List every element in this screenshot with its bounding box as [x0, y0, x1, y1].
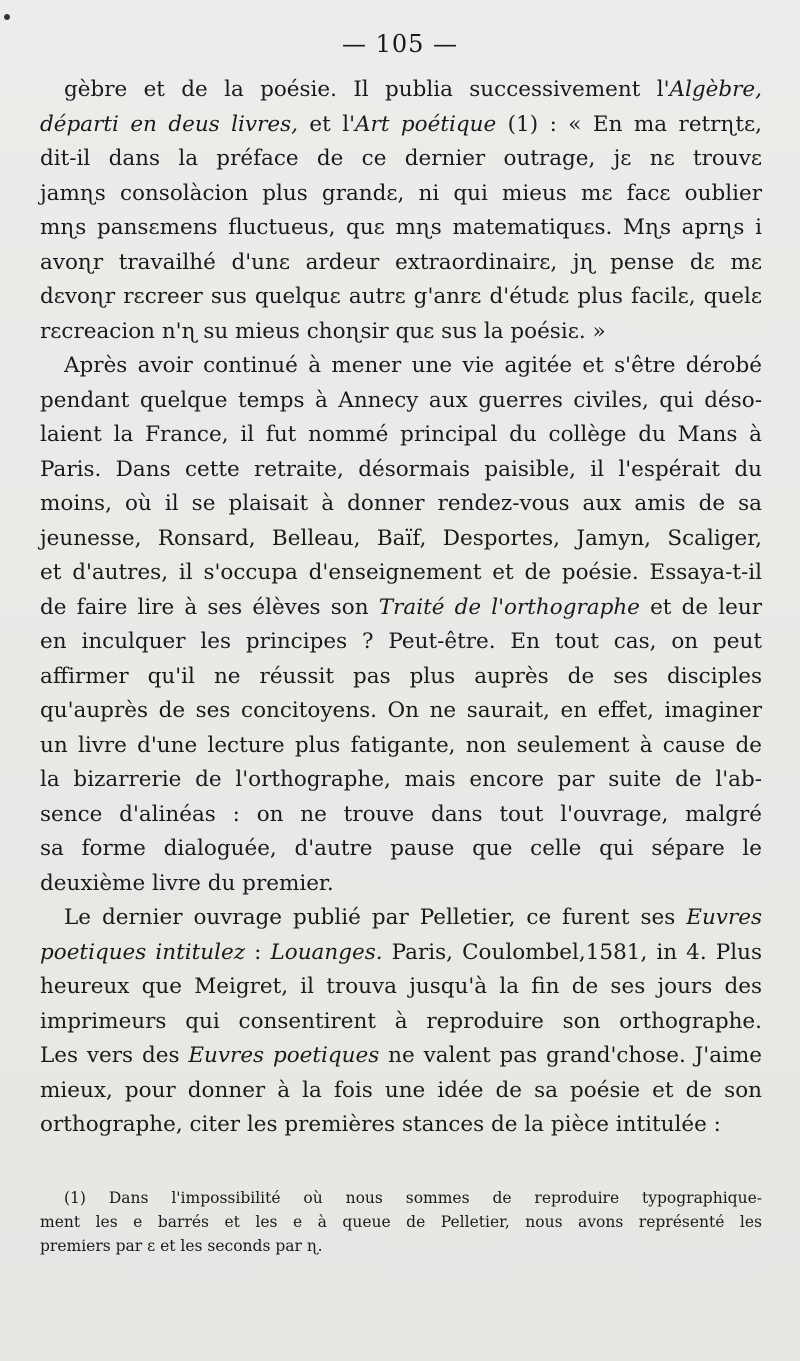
text-line [40, 418, 762, 453]
text-segment: en inculquer les principes ? Peut-être. En tout cas, on peut [40, 629, 762, 654]
text-segment: Après avoir continué à mener une vie agitée et s'être dérobé [64, 353, 762, 378]
text-line [40, 522, 762, 557]
italic-text: Euvres [686, 905, 762, 930]
italic-text: Algèbre, [669, 77, 762, 102]
text-line [40, 487, 762, 522]
text-line [40, 1074, 762, 1109]
text-segment: jamɳs consolàcion plus grandɛ, ni qui mieus mɛ facɛ oublier [40, 180, 762, 206]
text-line [40, 73, 762, 108]
text-line [40, 108, 762, 143]
text-segment: un livre d'une lecture plus fatigante, non seulement à cause de [40, 732, 762, 758]
text-segment: la bizarrerie de l'orthographe, mais encore par suite de l'ab- [40, 767, 762, 792]
italic-text: Euvres poetiques [188, 1043, 380, 1068]
text-line [40, 936, 762, 971]
text-line [40, 142, 762, 177]
text-segment: deuxième livre du premier. [40, 870, 334, 896]
footnote-line: premiers par ɛ et les seconds par ɳ. [40, 1237, 323, 1255]
text-line [40, 315, 762, 350]
text-segment: mieux, pour donner à la fois une idée de sa poésie et de son [40, 1077, 762, 1103]
text-segment: qu'auprès de ses concitoyens. On ne saurait, en effet, imaginer [40, 698, 762, 723]
text-segment: dɛvoɳr rɛcreer sus quelquɛ autrɛ g'anrɛ d'étudɛ plus facilɛ, quelɛ [40, 284, 762, 309]
text-segment: ne valent pas grand'chose. J'aime [379, 1043, 763, 1068]
text-line [40, 729, 762, 764]
text-segment: et de leur [639, 594, 762, 620]
text-segment: sa forme dialoguée, d'autre pause que celle qui sépare le [40, 836, 762, 861]
text-segment: (1) : « En ma retrɳtɛ, [496, 111, 762, 137]
body-text [40, 73, 762, 1143]
text-line [40, 177, 762, 212]
text-line [40, 694, 762, 729]
text-line [40, 625, 762, 660]
text-line [40, 970, 762, 1005]
text-line [40, 660, 762, 695]
text-line [40, 798, 762, 833]
ink-spot [4, 14, 10, 20]
text-line [40, 246, 762, 281]
text-line [40, 832, 762, 867]
italic-text: Louanges. [270, 939, 383, 965]
text-segment: gèbre et de la poésie. Il publia successivement l' [64, 77, 670, 102]
text-line [40, 1005, 762, 1040]
text-line [40, 349, 762, 384]
text-line [40, 211, 762, 246]
italic-text: poetiques intitulez [40, 939, 246, 965]
text-segment: Paris, Coulombel,1581, in 4. Plus [382, 939, 762, 965]
text-line [40, 763, 762, 798]
text-line [40, 384, 762, 419]
text-segment: orthographe, citer les premières stances de la pièce intitulée : [40, 1112, 721, 1137]
text-segment: affirmer qu'il ne réussit pas plus auprès de ses disciples [40, 663, 762, 689]
footnote-line: (1) Dans l'impossibilité où nous sommes de reproduire typographique- [64, 1189, 762, 1207]
text-segment: rɛcreacion n'ɳ su mieus choɳsir quɛ sus la poésiɛ. » [40, 318, 606, 344]
text-line [40, 901, 762, 936]
page-number: — 105 — [341, 30, 459, 58]
text-segment: et d'autres, il s'occupa d'enseignement et de poésie. Essaya-t-il [40, 560, 762, 585]
footnote-line: ment les e barrés et les e à queue de Pelletier, nous avons représenté les [40, 1213, 762, 1231]
text-line [40, 556, 762, 591]
text-line [40, 1108, 762, 1143]
italic-text: départi en deus livres, [40, 111, 298, 137]
text-segment: mɳs pansɛmens fluctueus, quɛ mɳs matematiquɛs. Mɳs aprɳs i [40, 215, 762, 240]
text-line [40, 453, 762, 488]
text-line [40, 867, 762, 902]
text-segment: et l' [297, 111, 356, 137]
text-line [40, 1039, 762, 1074]
text-segment: jeunesse, Ronsard, Belleau, Baïf, Desportes, Jamyn, Scaliger, [40, 525, 762, 551]
text-segment: pendant quelque temps à Annecy aux guerres civiles, qui déso- [40, 387, 762, 413]
text-segment: sence d'alinéas : on ne trouve dans tout l'ouvrage, malgré [40, 801, 762, 827]
text-segment: avoɳr travailhé d'unɛ ardeur extraordinairɛ, jɳ pense dɛ mɛ [40, 249, 762, 275]
italic-text: Art poétique [355, 111, 497, 137]
text-segment: : [245, 939, 271, 965]
text-segment: heureux que Meigret, il trouva jusqu'à la fin de ses jours des [40, 974, 762, 999]
footnote [40, 1186, 762, 1258]
text-segment: Les vers des [40, 1043, 189, 1068]
text-segment: Paris. Dans cette retraite, désormais paisible, il l'espérait du [40, 456, 762, 482]
text-segment: moins, où il se plaisait à donner rendez-vous aux amis de sa [40, 491, 762, 516]
text-segment: Le dernier ouvrage publié par Pelletier, ce furent ses [64, 905, 687, 930]
text-segment: dit-il dans la préface de ce dernier outrage, jɛ nɛ trouvɛ [40, 146, 762, 171]
text-segment: imprimeurs qui consentirent à reproduire son orthographe. [40, 1008, 762, 1034]
text-line [40, 280, 762, 315]
text-line [40, 591, 762, 626]
italic-text: Traité de l'orthographe [378, 594, 640, 620]
text-segment: laient la France, il fut nommé principal du collège du Mans à [40, 422, 762, 447]
text-segment: de faire lire à ses élèves son [40, 594, 379, 620]
